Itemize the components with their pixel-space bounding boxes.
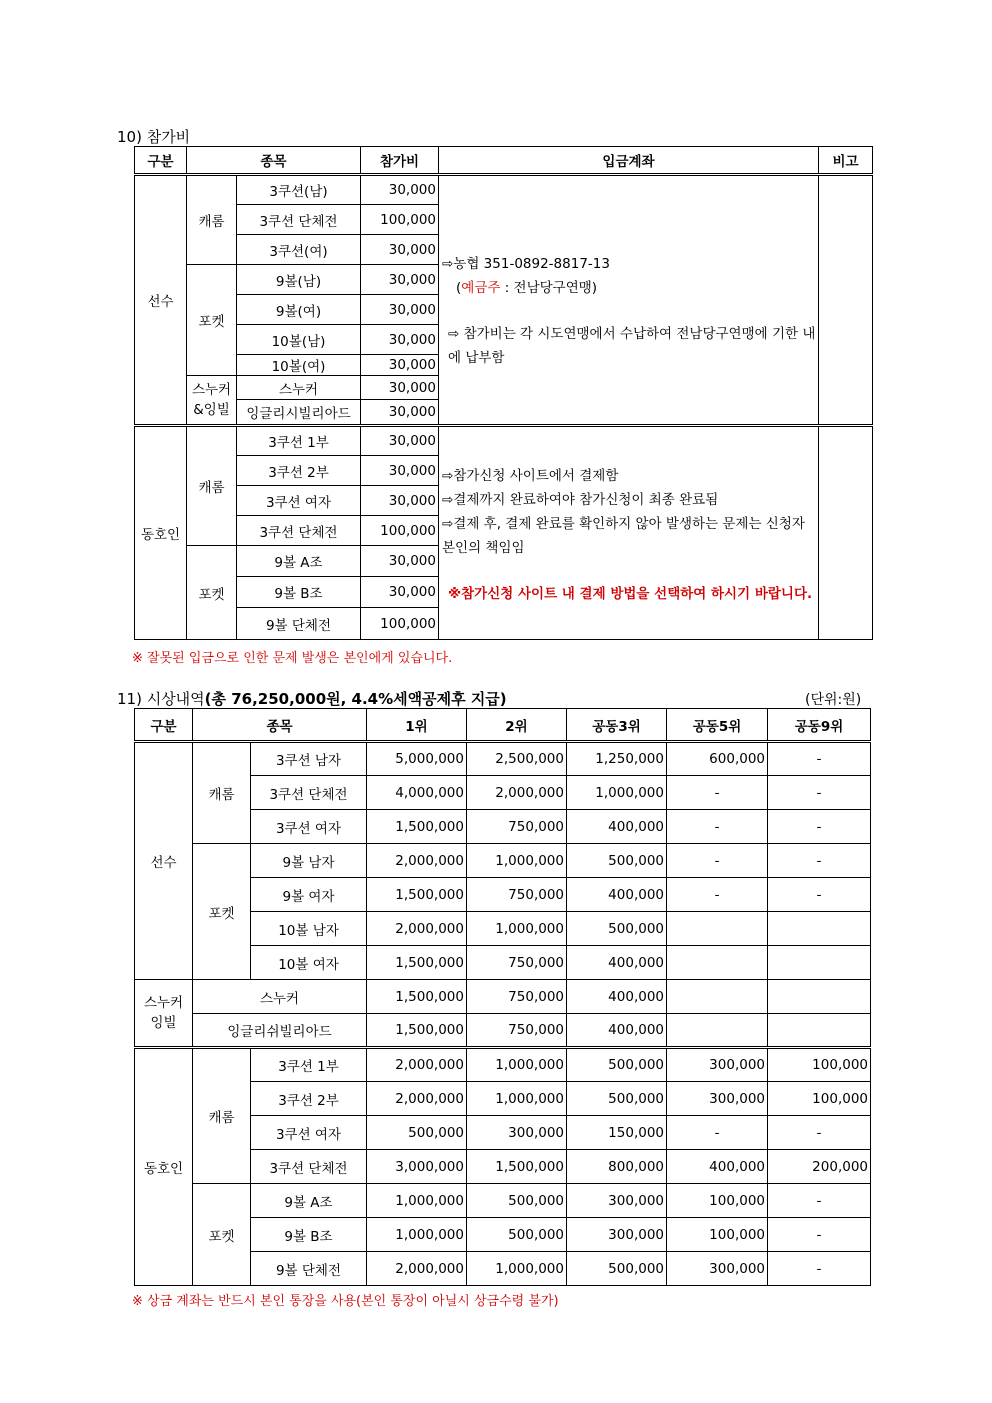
prize-3rd: 400,000 — [567, 878, 667, 912]
fee-cell: 30,000 — [361, 265, 439, 295]
sub-snooker: 스누커 &잉빌 — [187, 376, 237, 426]
account-line: ⇨참가신청 사이트에서 결제함 — [442, 468, 619, 484]
prize-3rd: 400,000 — [567, 1014, 667, 1048]
prize-9th — [768, 946, 871, 980]
prize-2nd: 2,500,000 — [467, 742, 567, 776]
event-cell: 3쿠션 여자 — [251, 1116, 367, 1150]
prize-9th: - — [768, 1184, 871, 1218]
group-amateur: 동호인 — [135, 426, 187, 640]
prize-1st: 2,000,000 — [367, 1048, 467, 1082]
prize-5th: - — [667, 776, 768, 810]
prize-5th: 400,000 — [667, 1150, 768, 1184]
remarks-amateur — [819, 426, 873, 640]
prize-2nd: 1,500,000 — [467, 1150, 567, 1184]
event-cell: 9볼 A조 — [251, 1184, 367, 1218]
group-snooker: 스누커 잉빌 — [135, 980, 193, 1048]
group-player: 선수 — [135, 742, 193, 980]
account-player: ⇨농협 351-0892-8817-13 (예금주 : 전남당구연맹) ⇨ 참가비는 각 시도연맹에서 수납하여 전남당구연맹에 기한 내에 납부함 — [439, 175, 819, 426]
prize-5th: 100,000 — [667, 1184, 768, 1218]
prize-3rd: 150,000 — [567, 1116, 667, 1150]
prize-2nd: 1,000,000 — [467, 844, 567, 878]
prize-1st: 2,000,000 — [367, 1082, 467, 1116]
event-cell: 3쿠션 여자 — [237, 486, 361, 516]
fee-cell: 100,000 — [361, 516, 439, 546]
header-event: 종목 — [193, 709, 367, 742]
event-cell: 3쿠션 1부 — [237, 426, 361, 456]
sub-pocket: 포켓 — [193, 1184, 251, 1286]
prize-9th: - — [768, 1116, 871, 1150]
prize-3rd: 400,000 — [567, 946, 667, 980]
sub-carom: 캐롬 — [193, 742, 251, 844]
prize-3rd: 400,000 — [567, 810, 667, 844]
prize-2nd: 1,000,000 — [467, 912, 567, 946]
prize-5th — [667, 946, 768, 980]
prize-total: (총 76,250,000원, 4.4%세액공제후 지급) — [204, 690, 507, 708]
fee-cell: 30,000 — [361, 355, 439, 376]
prize-1st: 4,000,000 — [367, 776, 467, 810]
event-cell: 3쿠션 단체전 — [251, 776, 367, 810]
prize-9th: - — [768, 844, 871, 878]
prize-1st: 2,000,000 — [367, 844, 467, 878]
prize-1st: 1,500,000 — [367, 810, 467, 844]
prize-1st: 1,000,000 — [367, 1218, 467, 1252]
event-cell: 잉글리시빌리아드 — [237, 400, 361, 426]
sub-carom: 캐롬 — [187, 426, 237, 546]
fee-cell: 100,000 — [361, 608, 439, 640]
event-cell: 3쿠션 남자 — [251, 742, 367, 776]
header-category: 구분 — [135, 709, 193, 742]
prize-3rd: 500,000 — [567, 844, 667, 878]
event-cell: 3쿠션 2부 — [237, 456, 361, 486]
prize-9th — [768, 912, 871, 946]
account-amateur — [439, 426, 819, 640]
event-cell: 스누커 — [237, 376, 361, 400]
prize-9th: 100,000 — [768, 1048, 871, 1082]
header-5th: 공동5위 — [667, 709, 768, 742]
event-cell: 9볼 B조 — [251, 1218, 367, 1252]
event-cell: 9볼 남자 — [251, 844, 367, 878]
prize-3rd: 1,250,000 — [567, 742, 667, 776]
prize-5th: - — [667, 844, 768, 878]
header-1st: 1위 — [367, 709, 467, 742]
event-cell: 3쿠션 2부 — [251, 1082, 367, 1116]
prize-3rd: 500,000 — [567, 1048, 667, 1082]
prize-3rd: 500,000 — [567, 1252, 667, 1286]
header-account: 입금계좌 — [439, 147, 819, 175]
prize-2nd: 750,000 — [467, 946, 567, 980]
prize-2nd: 500,000 — [467, 1218, 567, 1252]
event-cell: 스누커 — [193, 980, 367, 1014]
prize-2nd: 750,000 — [467, 810, 567, 844]
prize-5th: - — [667, 810, 768, 844]
fee-cell: 30,000 — [361, 426, 439, 456]
entry-fee-note: ※ 잘못된 입금으로 인한 문제 발생은 본인에게 있습니다. — [132, 651, 453, 666]
remarks-player — [819, 175, 873, 426]
fee-cell: 100,000 — [361, 205, 439, 235]
prize-5th — [667, 1014, 768, 1048]
prize-5th: - — [667, 878, 768, 912]
prize-5th: 300,000 — [667, 1048, 768, 1082]
prize-table — [134, 708, 871, 1286]
event-cell: 9볼 A조 — [237, 546, 361, 577]
prize-9th: - — [768, 1252, 871, 1286]
event-cell: 10볼(여) — [237, 355, 361, 376]
event-cell: 3쿠션 단체전 — [237, 205, 361, 235]
prize-3rd: 1,000,000 — [567, 776, 667, 810]
prize-3rd: 500,000 — [567, 912, 667, 946]
header-2nd: 2위 — [467, 709, 567, 742]
group-player: 선수 — [135, 175, 187, 426]
prize-2nd: 1,000,000 — [467, 1048, 567, 1082]
event-cell: 3쿠션 단체전 — [251, 1150, 367, 1184]
event-cell: 9볼 여자 — [251, 878, 367, 912]
prize-1st: 500,000 — [367, 1116, 467, 1150]
event-cell: 9볼 단체전 — [251, 1252, 367, 1286]
event-cell: 3쿠션(여) — [237, 235, 361, 265]
prize-9th: - — [768, 742, 871, 776]
section-10-title: 10) 참가비 — [117, 128, 191, 146]
unit-label: (단위:원) — [805, 692, 862, 708]
prize-5th: 600,000 — [667, 742, 768, 776]
event-cell: 3쿠션 여자 — [251, 810, 367, 844]
header-fee: 참가비 — [361, 147, 439, 175]
entry-fee-table — [134, 146, 873, 640]
fee-cell: 30,000 — [361, 486, 439, 516]
header-3rd: 공동3위 — [567, 709, 667, 742]
prize-3rd: 300,000 — [567, 1184, 667, 1218]
prize-1st: 3,000,000 — [367, 1150, 467, 1184]
prize-5th: 300,000 — [667, 1252, 768, 1286]
sub-pocket: 포켓 — [187, 546, 237, 640]
header-remarks: 비고 — [819, 147, 873, 175]
fee-cell: 30,000 — [361, 456, 439, 486]
fee-cell: 30,000 — [361, 235, 439, 265]
prize-1st: 1,500,000 — [367, 1014, 467, 1048]
sub-pocket: 포켓 — [187, 265, 237, 376]
event-cell: 3쿠션(남) — [237, 175, 361, 205]
prize-1st: 1,500,000 — [367, 878, 467, 912]
prize-1st: 2,000,000 — [367, 912, 467, 946]
fee-cell: 30,000 — [361, 175, 439, 205]
prize-9th — [768, 980, 871, 1014]
sub-pocket: 포켓 — [193, 844, 251, 980]
account-line: ⇨결제까지 완료하여야 참가신청이 최종 완료됨 — [442, 492, 719, 508]
account-line: ⇨농협 351-0892-8817-13 — [442, 256, 610, 272]
fee-cell: 30,000 — [361, 546, 439, 577]
prize-1st: 2,000,000 — [367, 1252, 467, 1286]
prize-2nd: 1,000,000 — [467, 1082, 567, 1116]
prize-1st: 5,000,000 — [367, 742, 467, 776]
prize-3rd: 400,000 — [567, 980, 667, 1014]
event-cell: 10볼 여자 — [251, 946, 367, 980]
header-9th: 공동9위 — [768, 709, 871, 742]
event-cell: 10볼(남) — [237, 325, 361, 355]
event-cell: 3쿠션 1부 — [251, 1048, 367, 1082]
group-amateur: 동호인 — [135, 1048, 193, 1286]
prize-9th: 100,000 — [768, 1082, 871, 1116]
header-event: 종목 — [187, 147, 361, 175]
account-holder-label: 예금주 — [461, 280, 501, 296]
event-cell: 9볼 B조 — [237, 577, 361, 608]
prize-3rd: 800,000 — [567, 1150, 667, 1184]
account-line: ⇨결제 후, 결제 완료를 확인하지 않아 발생하는 문제는 신청자 본인의 책임임 — [442, 516, 805, 556]
event-cell: 10볼 남자 — [251, 912, 367, 946]
prize-2nd: 750,000 — [467, 980, 567, 1014]
sub-carom: 캐롬 — [193, 1048, 251, 1184]
prize-9th: - — [768, 810, 871, 844]
prize-2nd: 300,000 — [467, 1116, 567, 1150]
event-cell: 잉글리쉬빌리아드 — [193, 1014, 367, 1048]
prize-5th: 100,000 — [667, 1218, 768, 1252]
prize-9th: 200,000 — [768, 1150, 871, 1184]
event-cell: 9볼 단체전 — [237, 608, 361, 640]
prize-5th: 300,000 — [667, 1082, 768, 1116]
payment-notice: ※참가신청 사이트 내 결제 방법을 선택하여 하시기 바랍니다. — [448, 586, 813, 602]
section-11-title: 11) 시상내역(총 76,250,000원, 4.4%세액공제후 지급) — [117, 690, 507, 708]
prize-3rd: 500,000 — [567, 1082, 667, 1116]
prize-2nd: 2,000,000 — [467, 776, 567, 810]
event-cell: 3쿠션 단체전 — [237, 516, 361, 546]
fee-cell: 30,000 — [361, 400, 439, 426]
prize-9th: - — [768, 776, 871, 810]
prize-note: ※ 상금 계좌는 반드시 본인 통장을 사용(본인 통장이 아닐시 상금수령 불가) — [132, 1294, 559, 1309]
prize-5th — [667, 980, 768, 1014]
header-category: 구분 — [135, 147, 187, 175]
prize-9th: - — [768, 878, 871, 912]
fee-cell: 30,000 — [361, 295, 439, 325]
fee-cell: 30,000 — [361, 376, 439, 400]
prize-1st: 1,000,000 — [367, 1184, 467, 1218]
prize-2nd: 750,000 — [467, 1014, 567, 1048]
event-cell: 9볼(여) — [237, 295, 361, 325]
prize-5th: - — [667, 1116, 768, 1150]
prize-3rd: 300,000 — [567, 1218, 667, 1252]
prize-1st: 1,500,000 — [367, 980, 467, 1014]
sub-carom: 캐롬 — [187, 175, 237, 265]
event-cell: 9볼(남) — [237, 265, 361, 295]
account-note: ⇨ 참가비는 각 시도연맹에서 수납하여 전남당구연맹에 기한 내에 납부함 — [448, 326, 816, 366]
prize-2nd: 500,000 — [467, 1184, 567, 1218]
fee-cell: 30,000 — [361, 577, 439, 608]
prize-9th — [768, 1014, 871, 1048]
prize-2nd: 1,000,000 — [467, 1252, 567, 1286]
prize-5th — [667, 912, 768, 946]
fee-cell: 30,000 — [361, 325, 439, 355]
prize-2nd: 750,000 — [467, 878, 567, 912]
prize-1st: 1,500,000 — [367, 946, 467, 980]
prize-9th: - — [768, 1218, 871, 1252]
